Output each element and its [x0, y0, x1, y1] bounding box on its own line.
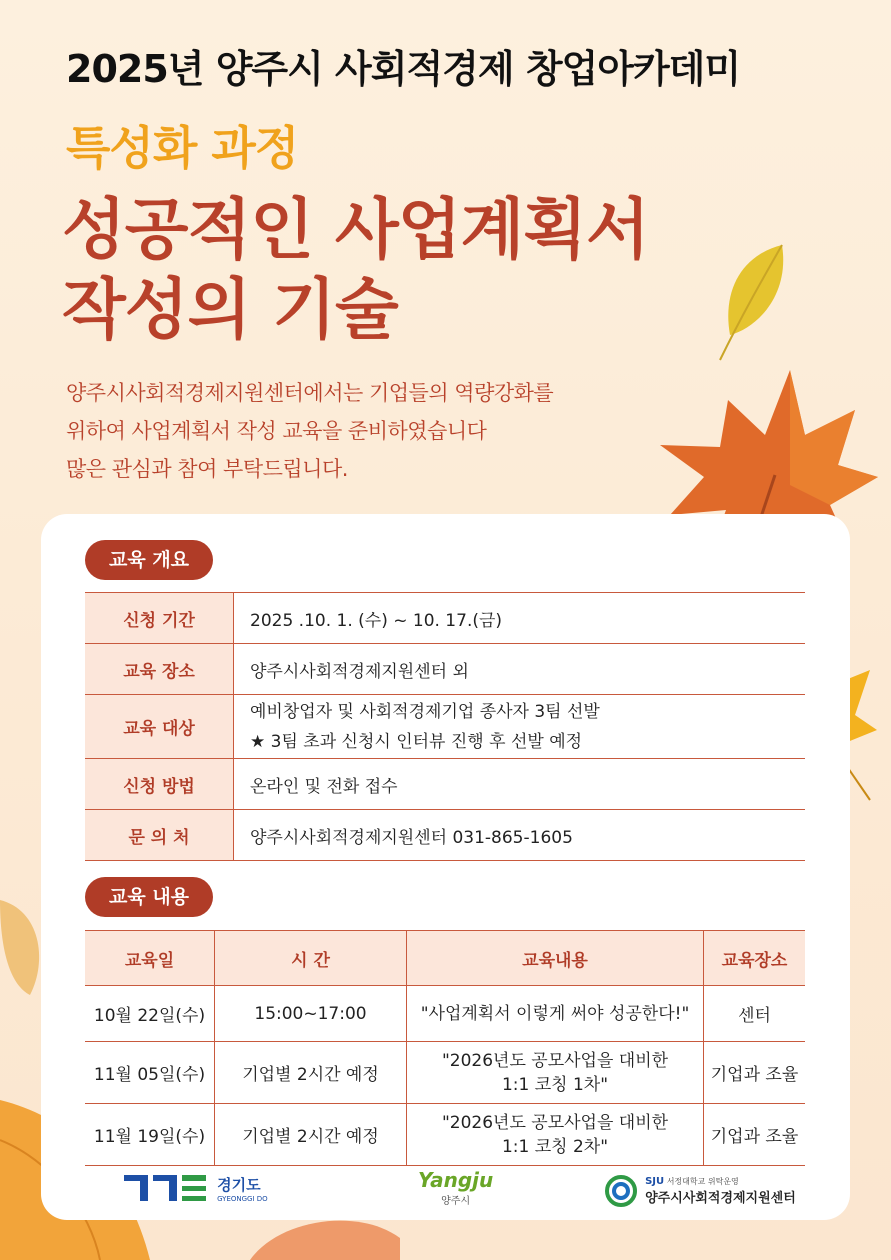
row-value: 2025 .10. 1. (수) ~ 10. 17.(금) [234, 593, 806, 644]
row-label: 교육 장소 [85, 644, 234, 695]
intro-line2: 위하여 사업계획서 작성 교육을 준비하였습니다 [66, 419, 487, 443]
main-title-line1: 성공적인 사업계획서 [62, 191, 649, 268]
main-title [62, 190, 649, 350]
table-row [85, 759, 805, 810]
gyeonggi-logo [122, 1172, 268, 1204]
table-row [85, 810, 805, 861]
row-value: 온라인 및 전화 접수 [234, 759, 806, 810]
row-label: 교육 대상 [85, 695, 234, 759]
yellow-leaf-icon [712, 240, 792, 365]
center-mark-icon [604, 1174, 638, 1208]
cell-content [407, 1042, 704, 1104]
table-row [85, 1042, 805, 1104]
cell-time: 15:00~17:00 [215, 986, 407, 1042]
center-sub: 서정대학교 위탁운영 [666, 1177, 739, 1186]
overview-heading: 교육 개요 [85, 540, 213, 580]
cell-place: 센터 [704, 986, 806, 1042]
table-row [85, 593, 805, 644]
table-header-row [85, 931, 805, 986]
cell-date: 11월 05일(수) [85, 1042, 215, 1104]
row-label: 문 의 처 [85, 810, 234, 861]
target-line2: ★ 3팀 초과 신청시 인터뷰 진행 후 선발 예정 [250, 731, 583, 752]
cell-time: 기업별 2시간 예정 [215, 1104, 407, 1166]
top-title: 2025년 양주시 사회적경제 창업아카데미 [66, 47, 741, 91]
center-logo [604, 1174, 796, 1208]
column-header: 시 간 [215, 931, 407, 986]
table-row [85, 986, 805, 1042]
content-line2: 1:1 코칭 2차" [501, 1136, 609, 1157]
schedule-heading: 교육 내용 [85, 877, 213, 917]
column-header: 교육장소 [704, 931, 806, 986]
row-value [234, 695, 806, 759]
intro-line1: 양주시사회적경제지원센터에서는 기업들의 역량강화를 [66, 381, 554, 405]
cell-content: "사업계획서 이렇게 써야 성공한다!" [407, 986, 704, 1042]
gyeonggi-en: GYEONGGI DO [217, 1194, 268, 1203]
table-row [85, 695, 805, 759]
center-name: 양주시사회적경제지원센터 [645, 1191, 796, 1206]
column-header: 교육일 [85, 931, 215, 986]
cell-content [407, 1104, 704, 1166]
intro-line3: 많은 관심과 참여 부탁드립니다. [66, 457, 348, 481]
cell-date: 10월 22일(수) [85, 986, 215, 1042]
yangju-en: Yangju [418, 1168, 494, 1192]
content-line1: "2026년도 공모사업을 대비한 [441, 1050, 669, 1071]
gyeonggi-mark-icon [122, 1172, 208, 1204]
yangju-ko: 양주시 [441, 1196, 471, 1207]
center-mark-text: SJU [645, 1176, 665, 1187]
yangju-logo [418, 1168, 493, 1207]
target-line1: 예비창업자 및 사회적경제기업 종사자 3팀 선발 [250, 701, 600, 722]
cell-time: 기업별 2시간 예정 [215, 1042, 407, 1104]
row-label: 신청 방법 [85, 759, 234, 810]
schedule-table [85, 930, 805, 1166]
column-header: 교육내용 [407, 931, 704, 986]
row-value: 양주시사회적경제지원센터 외 [234, 644, 806, 695]
content-line1: "2026년도 공모사업을 대비한 [441, 1112, 669, 1133]
row-value: 양주시사회적경제지원센터 031-865-1605 [234, 810, 806, 861]
sub-title: 특성화 과정 [66, 121, 299, 175]
main-title-line2: 작성의 기술 [62, 271, 398, 348]
cell-place: 기업과 조율 [704, 1042, 806, 1104]
cell-date: 11월 19일(수) [85, 1104, 215, 1166]
intro-text [66, 374, 553, 488]
table-row [85, 1104, 805, 1166]
cell-place: 기업과 조율 [704, 1104, 806, 1166]
table-row [85, 644, 805, 695]
row-label: 신청 기간 [85, 593, 234, 644]
overview-table [85, 592, 805, 861]
content-line2: 1:1 코칭 1차" [501, 1074, 609, 1095]
gyeonggi-ko: 경기도 [217, 1175, 261, 1194]
